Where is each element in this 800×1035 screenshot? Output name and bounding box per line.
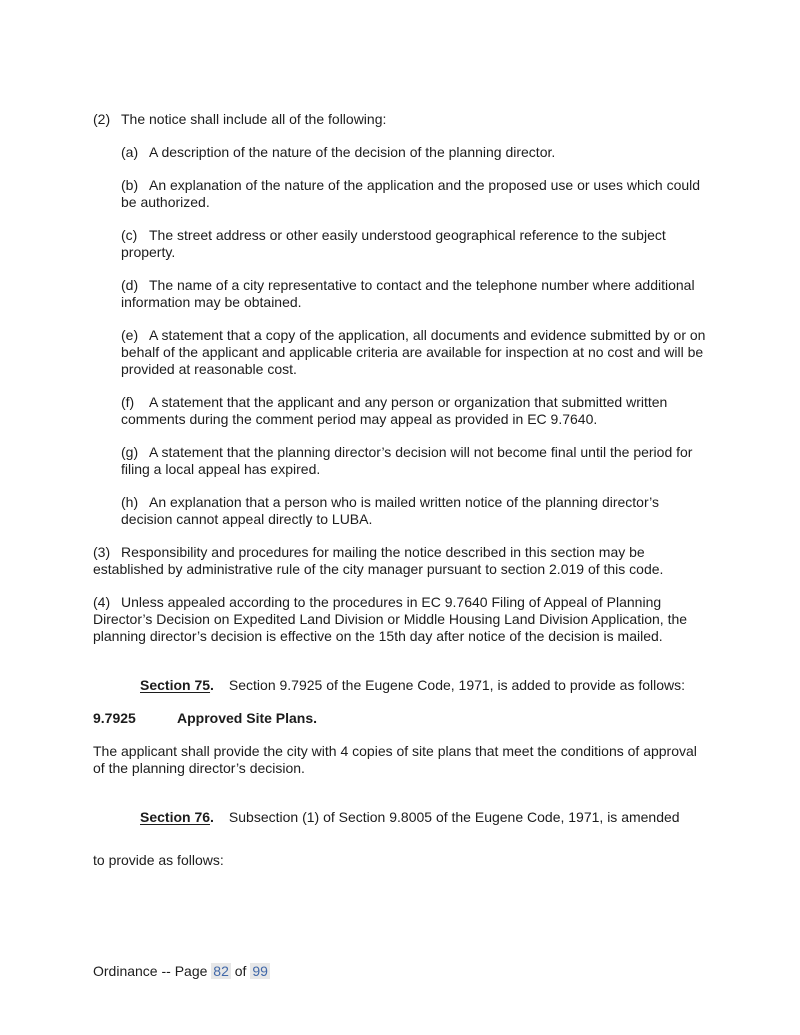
subparagraph-a — [121, 144, 707, 161]
subparagraph-e-text: A statement that a copy of the application, all documents and evidence submitted by or on behalf of the applicant and applicable criteria are available for inspection at no cost and will be provided at reasonable cost. — [121, 327, 706, 377]
section-76-title: Section 76 — [140, 809, 211, 825]
paragraph-2-text: The notice shall include all of the following: — [121, 111, 387, 127]
footer-total-pages-field: 99 — [252, 963, 268, 979]
subparagraph-b — [121, 177, 707, 211]
subparagraph-a-text: A description of the nature of the decision of the planning director. — [149, 144, 556, 160]
section-76-continuation: to provide as follows: — [93, 852, 224, 868]
section-76-heading — [93, 809, 707, 826]
subparagraph-h — [121, 494, 707, 528]
subparagraph-f — [121, 394, 707, 428]
subparagraph-f-text: A statement that the applicant and any person or organization that submitted written comments during the comment period may appeal as provided in EC 9.7640. — [121, 394, 668, 427]
paragraph-4 — [93, 594, 707, 645]
section-75-title: Section 75 — [140, 677, 211, 693]
subparagraph-b-number: (b) — [121, 177, 139, 193]
code-section-title: Approved Site Plans. — [177, 710, 318, 726]
subparagraph-h-number: (h) — [121, 494, 139, 510]
subparagraph-c-number: (c) — [121, 227, 138, 243]
subparagraph-d — [121, 277, 707, 311]
subparagraph-d-text: The name of a city representative to contact and the telephone number where additional information may be obtained. — [121, 277, 695, 310]
section-76-period: . — [210, 809, 214, 825]
subparagraph-g-number: (g) — [121, 444, 139, 460]
paragraph-2-number: (2) — [93, 111, 111, 127]
paragraph-3-number: (3) — [93, 544, 111, 560]
subparagraph-c — [121, 227, 707, 261]
section-76-text: Subsection (1) of Section 9.8005 of the Eugene Code, 1971, is amended — [228, 809, 680, 825]
site-plans-paragraph: The applicant shall provide the city with 4 copies of site plans that meet the conditions of approval of the planning director’s decision. — [93, 743, 697, 776]
footer-prefix: Ordinance -- Page — [93, 963, 208, 979]
paragraph-3-text: Responsibility and procedures for mailing the notice described in this section may be established by administrative rule of the city manager pursuant to section 2.019 of this code. — [93, 544, 664, 577]
subparagraph-f-number: (f) — [121, 394, 135, 410]
footer-of-label: of — [234, 963, 247, 979]
page-footer — [93, 963, 270, 980]
subparagraph-d-number: (d) — [121, 277, 139, 293]
paragraph-4-text: Unless appealed according to the procedures in EC 9.7640 Filing of Appeal of Planning Director’s Decision on Expedited Land Division or Middle Housing Land Division Application, the planning director’s decision is effective on the 15th day after notice of the decision is mailed. — [93, 594, 688, 644]
section-75-text: Section 9.7925 of the Eugene Code, 1971, is added to provide as follows: — [228, 677, 686, 693]
subparagraph-e-number: (e) — [121, 327, 139, 343]
subparagraph-e — [121, 327, 707, 378]
paragraph-4-number: (4) — [93, 594, 111, 610]
subparagraph-g — [121, 444, 707, 478]
subparagraph-g-text: A statement that the planning director’s decision will not become final until the period for filing a local appeal has expired. — [121, 444, 693, 477]
footer-page-number-field: 82 — [213, 963, 229, 979]
paragraph-3 — [93, 544, 707, 578]
subparagraph-b-text: An explanation of the nature of the application and the proposed use or uses which could be authorized. — [121, 177, 701, 210]
subparagraph-a-number: (a) — [121, 144, 139, 160]
section-75-period: . — [210, 677, 214, 693]
code-section-number: 9.7925 — [93, 710, 136, 726]
section-75-heading — [93, 677, 707, 694]
subparagraph-c-text: The street address or other easily understood geographical reference to the subject property. — [121, 227, 666, 260]
code-section-heading — [93, 710, 707, 727]
subparagraph-h-text: An explanation that a person who is mailed written notice of the planning director’s decision cannot appeal directly to LUBA. — [121, 494, 660, 527]
paragraph-2 — [93, 111, 707, 128]
